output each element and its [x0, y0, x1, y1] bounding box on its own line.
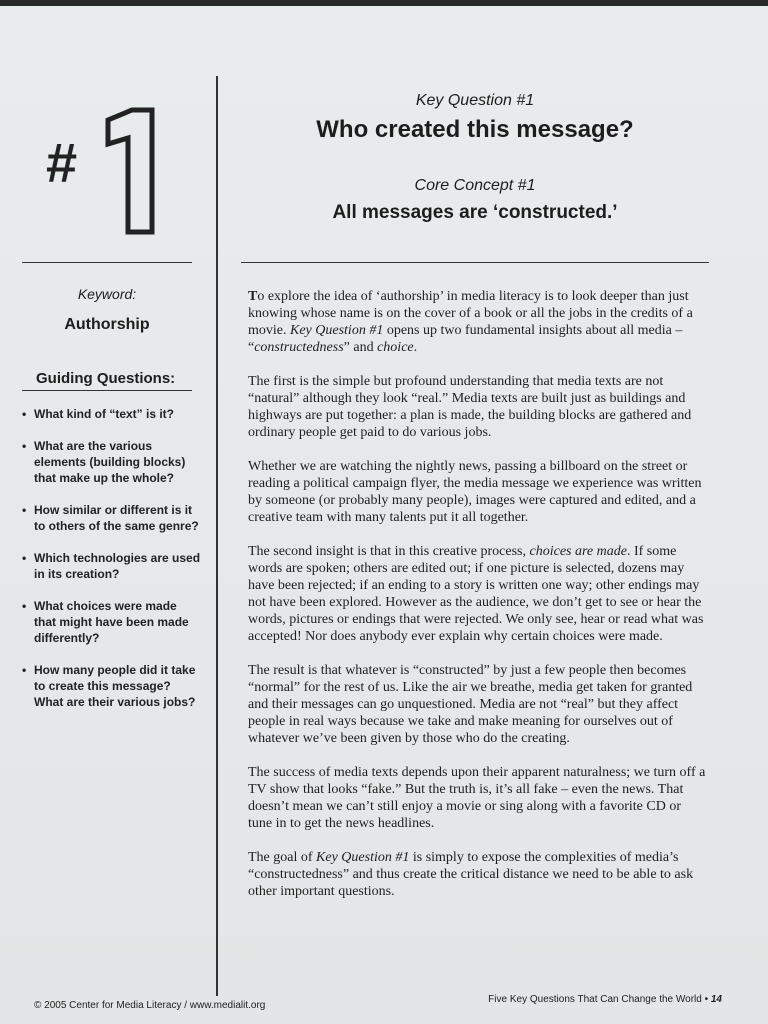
document-page: [0, 6, 768, 1024]
guiding-question: • What are the various elements (building blocks) that make up the whole?: [22, 438, 202, 486]
footer-series-text: Five Key Questions That Can Change the World •: [488, 994, 709, 1005]
paragraph-7: [248, 849, 708, 900]
column-divider: [216, 76, 218, 996]
guiding-question: • What kind of “text” is it?: [22, 406, 202, 422]
p1-emphasis-1: Key Question #1: [290, 323, 384, 338]
paragraph-6: The success of media texts depends upon their apparent naturalness; we turn off a TV show that looks “fake.” But the truth is, it’s all fake – even the news. That doesn’t mean we can’t still enjoy a movie or sing along with a favorite CD or tune in to get the news headlines.: [248, 765, 706, 831]
key-question-label: Key Question #1: [415, 92, 535, 109]
guiding-question: • How similar or different is it to others of the same genre?: [22, 502, 202, 534]
p1-text-d: .: [413, 340, 418, 355]
header-rule: [241, 262, 709, 263]
core-concept-title: All messages are ‘constructed.’: [332, 202, 618, 223]
paragraph-4: [248, 543, 708, 645]
p1-text-c: ” and: [343, 340, 378, 355]
key-question-title: Who created this message?: [316, 116, 634, 143]
keyword-value: Authorship: [64, 316, 150, 333]
drop-cap: T: [248, 289, 258, 304]
p4-emphasis: choices are made: [529, 544, 627, 559]
guiding-questions-rule: [22, 390, 192, 391]
sidebar-rule: [22, 262, 192, 263]
paragraph-1: [248, 288, 708, 356]
guiding-questions-list: [22, 406, 202, 726]
guiding-question: • How many people did it take to create this message? What are their various jobs?: [22, 662, 202, 710]
paragraph-5: The result is that whatever is “constructed” by just a few people then becomes “normal” for the rest of us. Like the air we breathe, media get taken for granted and their messages can go unquestioned. Media are not “real” but they affect people in real ways because we take and make meaning for ourselves out of whatever we’ve been given by those who do the creating.: [248, 663, 693, 746]
p1-text-a: o explore the idea of ‘authorship’ in media literacy is to look deeper than just knowing whose name is on the cover of a book or all the jobs in the credits of a movie.: [248, 289, 693, 338]
paragraph-2: The first is the simple but profound understanding that media texts are not “natural” although they look “real.” Media texts are built just as buildings and highways are put together: a plan is made, the building blocks are gathered and ordinary people get paid to do various jobs.: [248, 374, 692, 440]
p7-emphasis: Key Question #1: [316, 850, 410, 865]
number-one-outline-icon: [102, 106, 166, 238]
p7-text-a: The goal of: [248, 850, 317, 865]
paragraph-3: Whether we are watching the nightly news, passing a billboard on the street or reading a political campaign flyer, the media message we experience was written by someone (or probably many people), images were captured and edited, and a creative team with many talents put it all together.: [248, 459, 702, 525]
footer-series-title: [488, 994, 722, 1005]
guiding-question: • Which technologies are used in its creation?: [22, 550, 202, 582]
guiding-question: • What choices were made that might have been made differently?: [22, 598, 202, 646]
question-number-graphic: [40, 88, 180, 238]
body-text: [248, 288, 708, 917]
p1-text-b: opens up two fundamental insights about all media – “: [248, 323, 683, 355]
core-concept-label: Core Concept #1: [414, 177, 536, 194]
p4-text-a: The second insight is that in this creative process,: [248, 544, 530, 559]
page-number: 14: [710, 994, 722, 1005]
p1-emphasis-3: choice: [377, 340, 414, 355]
keyword-label: Keyword:: [77, 286, 137, 302]
p1-emphasis-2: constructedness: [254, 340, 344, 355]
p4-text-b: . If some words are spoken; others are edited out; if one picture is selected, dozens may have been rejected; if an ending to a story is written one way; other endings may not have been explored. However as the audience, we don’t get to see or hear the words, pictures or endings that were rejected. We only see, hear or read what was accepted! Nor does anybody ever explain why certain choices were made.: [248, 544, 704, 644]
guiding-questions-heading: Guiding Questions:: [36, 370, 176, 387]
hash-symbol: #: [46, 131, 78, 194]
p7-text-b: is simply to expose the complexities of media’s “constructedness” and thus create the critical distance we need to be able to ask other important questions.: [248, 850, 694, 899]
footer-copyright: © 2005 Center for Media Literacy / www.medialit.org: [34, 1000, 266, 1011]
